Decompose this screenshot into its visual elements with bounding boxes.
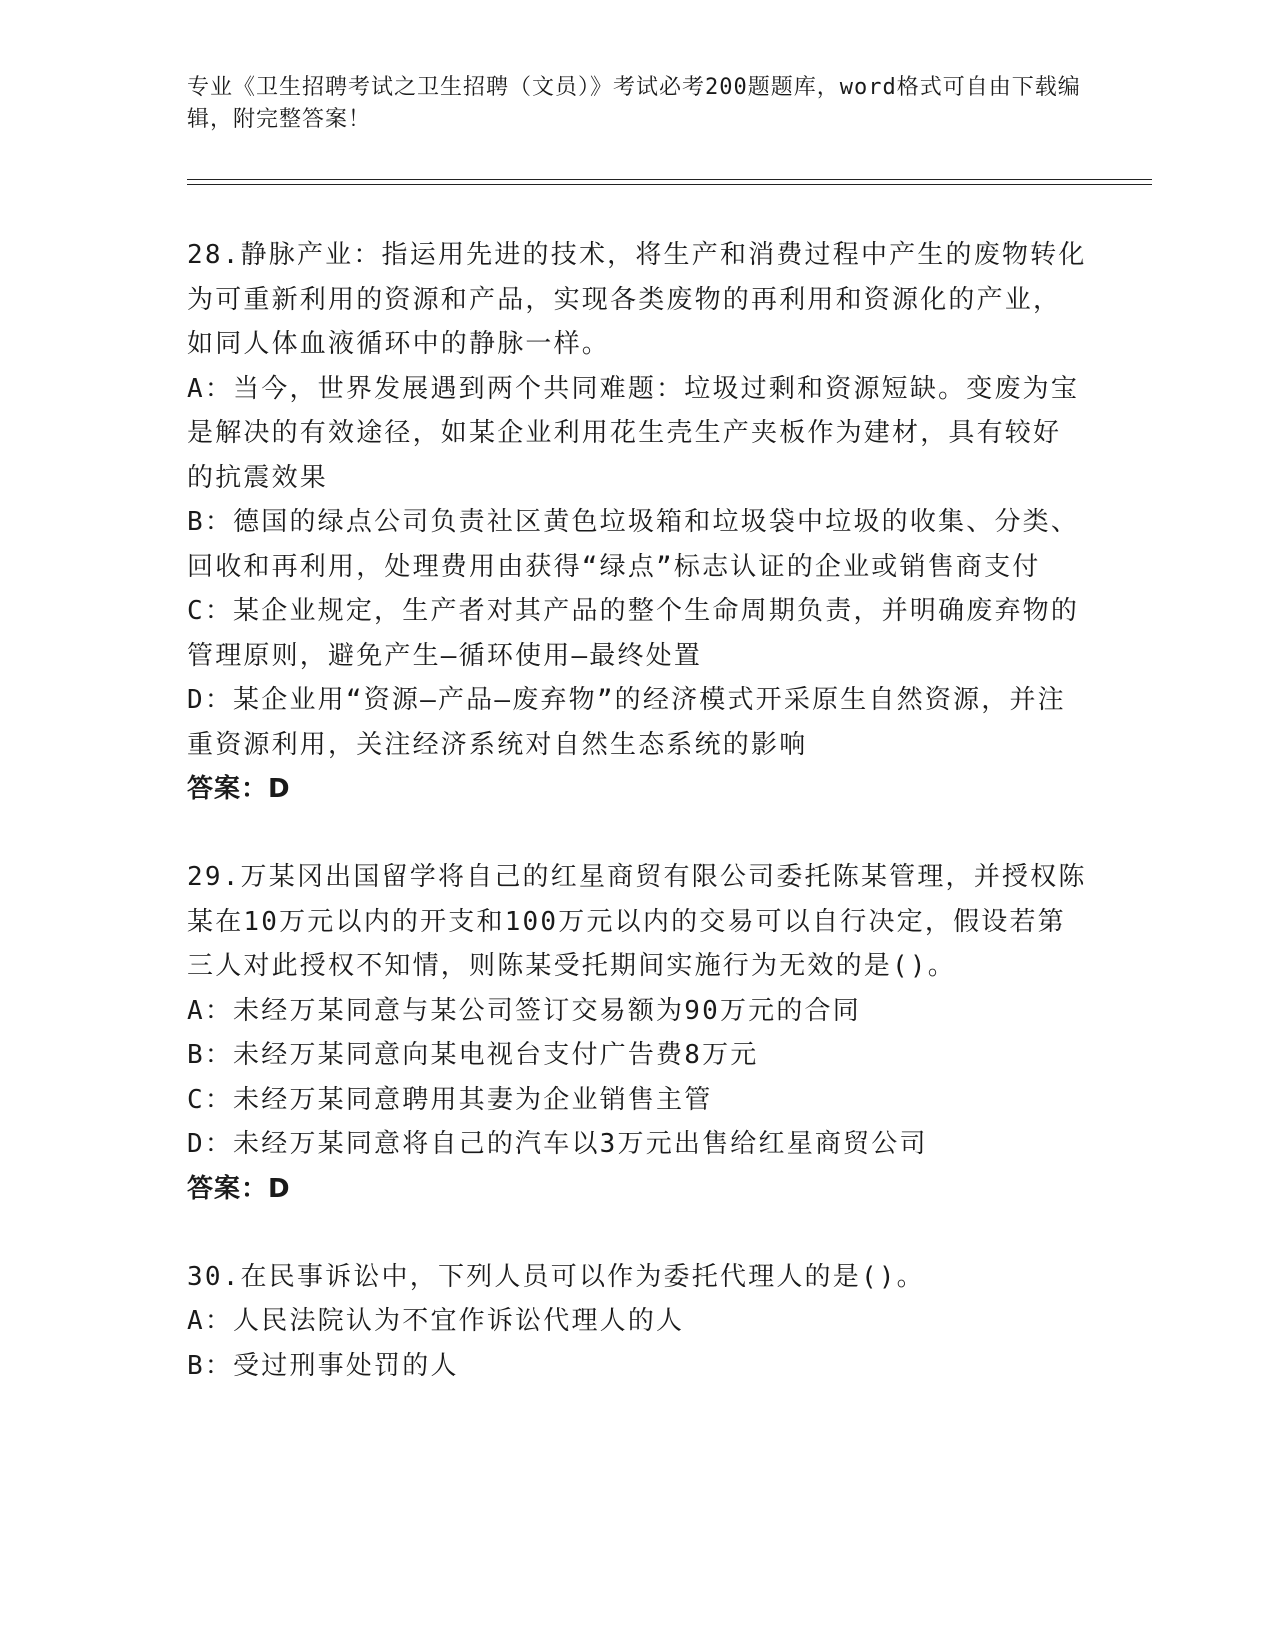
option-d: D：某企业用“资源—产品—废弃物”的经济模式开采原生自然资源，并注重资源利用，关注经济系统对自然生态系统的影响 (187, 685, 1066, 760)
option-a: A：未经万某同意与某公司签订交易额为90万元的合同 (187, 995, 861, 1026)
option-a: A：当今，世界发展遇到两个共同难题：垃圾过剩和资源短缺。变废为宝是解决的有效途径，如某企业利用花生壳生产夹板作为建材，具有较好的抗震效果 (187, 373, 1080, 493)
option-b: B：受过刑事处罚的人 (187, 1350, 459, 1381)
question-stem: 30.在民事诉讼中，下列人员可以作为委托代理人的是()。 (187, 1261, 925, 1292)
option-b: B：未经万某同意向某电视台支付广告费8万元 (187, 1040, 759, 1070)
option-c: C：未经万某同意聘用其妻为企业销售主管 (187, 1084, 713, 1115)
question-29 (187, 855, 1087, 1211)
header-rule-top (187, 179, 1152, 180)
question-stem: 29.万某冈出国留学将自己的红星商贸有限公司委托陈某管理，并授权陈某在10万元以内的开支和100万元以内的交易可以自行决定，假设若第三人对此授权不知情，则陈某受托期间实施行为无效的是()。 (187, 862, 1087, 981)
option-d: D：未经万某同意将自己的汽车以3万元出售给红星商贸公司 (187, 1129, 928, 1159)
option-a: A：人民法院认为不宜作诉讼代理人的人 (187, 1306, 685, 1336)
question-30 (187, 1255, 1087, 1389)
header-rule-bottom (187, 184, 1152, 185)
question-stem: 28.静脉产业：指运用先进的技术，将生产和消费过程中产生的废物转化为可重新利用的资源和产品，实现各类废物的再利用和资源化的产业，如同人体血液循环中的静脉一样。 (187, 240, 1087, 359)
question-list (187, 233, 1087, 1388)
document-header: 专业《卫生招聘考试之卫生招聘（文员）》考试必考200题题库，word格式可自由下载编辑，附完整答案！ (187, 75, 1081, 132)
option-c: C：某企业规定，生产者对其产品的整个生命周期负责，并明确废弃物的管理原则，避免产生—循环使用—最终处置 (187, 596, 1080, 671)
option-b: B：德国的绿点公司负责社区黄色垃圾箱和垃圾袋中垃圾的收集、分类、回收和再利用，处理费用由获得“绿点”标志认证的企业或销售商支付 (187, 507, 1080, 582)
question-28 (187, 233, 1087, 811)
answer-label: 答案：D (187, 1173, 291, 1204)
answer-label: 答案：D (187, 774, 291, 804)
